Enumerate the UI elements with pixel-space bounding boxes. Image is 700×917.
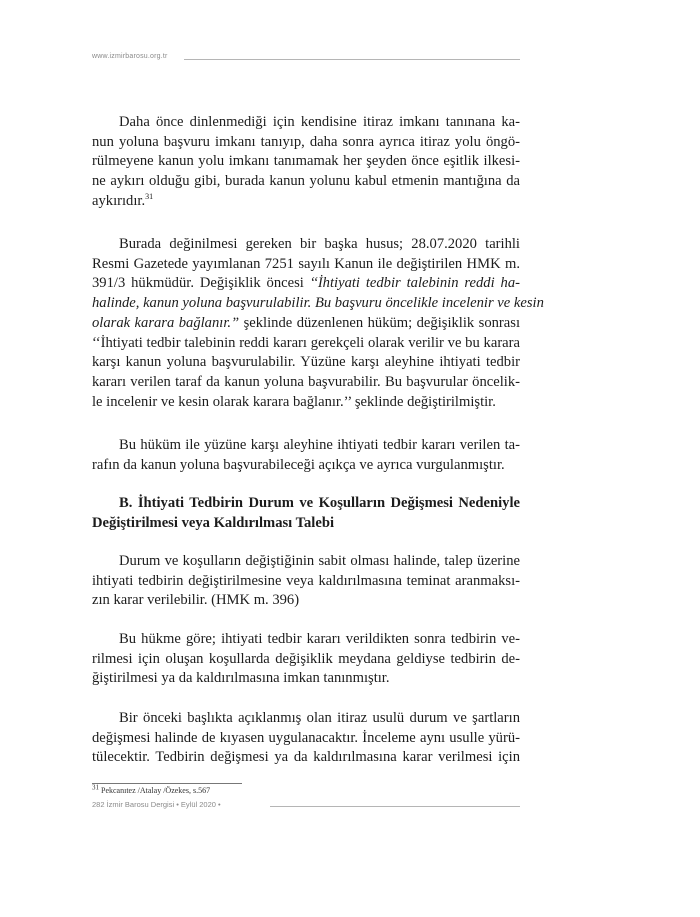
quoted-text-line: halinde, kanun yoluna başvurulabilir. Bu başvuru öncelikle incelenir ve kesin	[92, 295, 544, 312]
quoted-text: ‘‘İhtiyati tedbir talebinin reddi ha-	[309, 275, 520, 292]
paragraph-3	[92, 436, 520, 475]
text-line: rilmesi için oluşan koşullarda değişiklik meydana geldiyse tedbirin de-	[92, 650, 520, 667]
text-line: ‘‘İhtiyati tedbir talebinin reddi kararı gerekçeli olarak verilir ve bu karara	[92, 334, 520, 351]
header-divider	[184, 59, 520, 60]
heading-line: B. İhtiyati Tedbirin Durum ve Koşulların Değişmesi Nedeniyle	[119, 495, 520, 511]
text-line: Bir önceki başlıkta açıklanmış olan itiraz usulü durum ve şartların	[119, 710, 520, 726]
text-line: rafın da kanun yoluna başvurabileceği açıkça ve ayrıca vurgulanmıştır.	[92, 456, 505, 473]
text-line: zın karar verilebilir. (HMK m. 396)	[92, 592, 300, 609]
paragraph-5	[92, 630, 520, 689]
text-line: nun yoluna başvuru imkanı tanıyıp, daha sonra ayrıca itiraz yolu öngö-	[92, 133, 520, 150]
footnote-text: Pekcanıtez /Atalay /Özekes, s.567	[99, 786, 211, 795]
text-line	[92, 314, 520, 334]
text-segment: şeklinde düzenlenen hüküm; değişiklik sonrası	[239, 314, 520, 331]
text-line: tülecektir. Tedbirin değişmesi ya da kaldırılmasına karar verilmesi için	[92, 749, 520, 766]
text-line: rülmeyene kanun yolu imkanı tanımamak her şeyden önce eşitlik ilkesi-	[92, 153, 520, 170]
text-line: karşı kanun yoluna başvurulabilir. Yüzüne karşı aleyhine ihtiyati tedbir	[92, 354, 520, 371]
text-line: değişmesi halinde de kıyasen uygulanacaktır. İnceleme aynı usulle yürü-	[92, 729, 520, 746]
heading-line: Değiştirilmesi veya Kaldırılması Talebi	[92, 514, 335, 531]
text-line: kararı verilen taraf da kanun yoluna başvurabilir. Bu başvurular öncelik-	[92, 373, 520, 390]
text-line: Burada değinilmesi gereken bir başka husus; 28.07.2020 tarihli	[119, 236, 520, 252]
footnote-number: 31	[92, 783, 99, 792]
text-line: ğiştirilmesi ya da kaldırılmasına imkan tanınmıştır.	[92, 670, 390, 687]
paragraph-6	[92, 709, 520, 768]
section-heading	[92, 494, 520, 533]
footer-divider	[270, 806, 520, 807]
paragraph-2	[92, 235, 544, 412]
header-url: www.izmirbarosu.org.tr	[92, 53, 168, 60]
text-line: Resmi Gazetede yayımlanan 7251 sayılı Kanun ile değiştirilen HMK m.	[92, 255, 520, 272]
text-line	[92, 274, 520, 294]
text-line: Bu hüküm ile yüzüne karşı aleyhine ihtiyati tedbir kararı verilen ta-	[119, 437, 520, 453]
footnote	[92, 783, 211, 795]
paragraph-1	[92, 113, 520, 212]
text-segment: 391/3 hükmüdür. Değişiklik öncesi	[92, 275, 304, 292]
text-line: le incelenir ve kesin olarak karara bağlanır.’’ şeklinde değiştirilmiştir.	[92, 393, 496, 410]
text-line: Durum ve koşulların değiştiğinin sabit olması halinde, talep üzerine	[119, 553, 520, 569]
text-line	[92, 192, 520, 212]
footnote-ref: 31	[145, 191, 154, 201]
page-footer: 282 İzmir Barosu Dergisi • Eylül 2020 •	[92, 800, 221, 809]
paragraph-4	[92, 552, 520, 611]
text-line: Bu hükme göre; ihtiyati tedbir kararı verildikten sonra tedbirin ve-	[119, 631, 520, 647]
quoted-text: olarak karara bağlanır.”	[92, 314, 240, 331]
text-line: Daha önce dinlenmediği için kendisine itiraz imkanı tanınana ka-	[119, 114, 520, 130]
text-line: ne aykırı olduğu gibi, burada kanun yolunu kabul etmenin mantığına da	[92, 173, 520, 190]
text-line: ihtiyati tedbirin değiştirilmesine veya kaldırılmasına teminat aranmaksı-	[92, 572, 520, 589]
footnote-divider	[92, 783, 242, 784]
text-line-content: aykırıdır.	[92, 192, 146, 209]
